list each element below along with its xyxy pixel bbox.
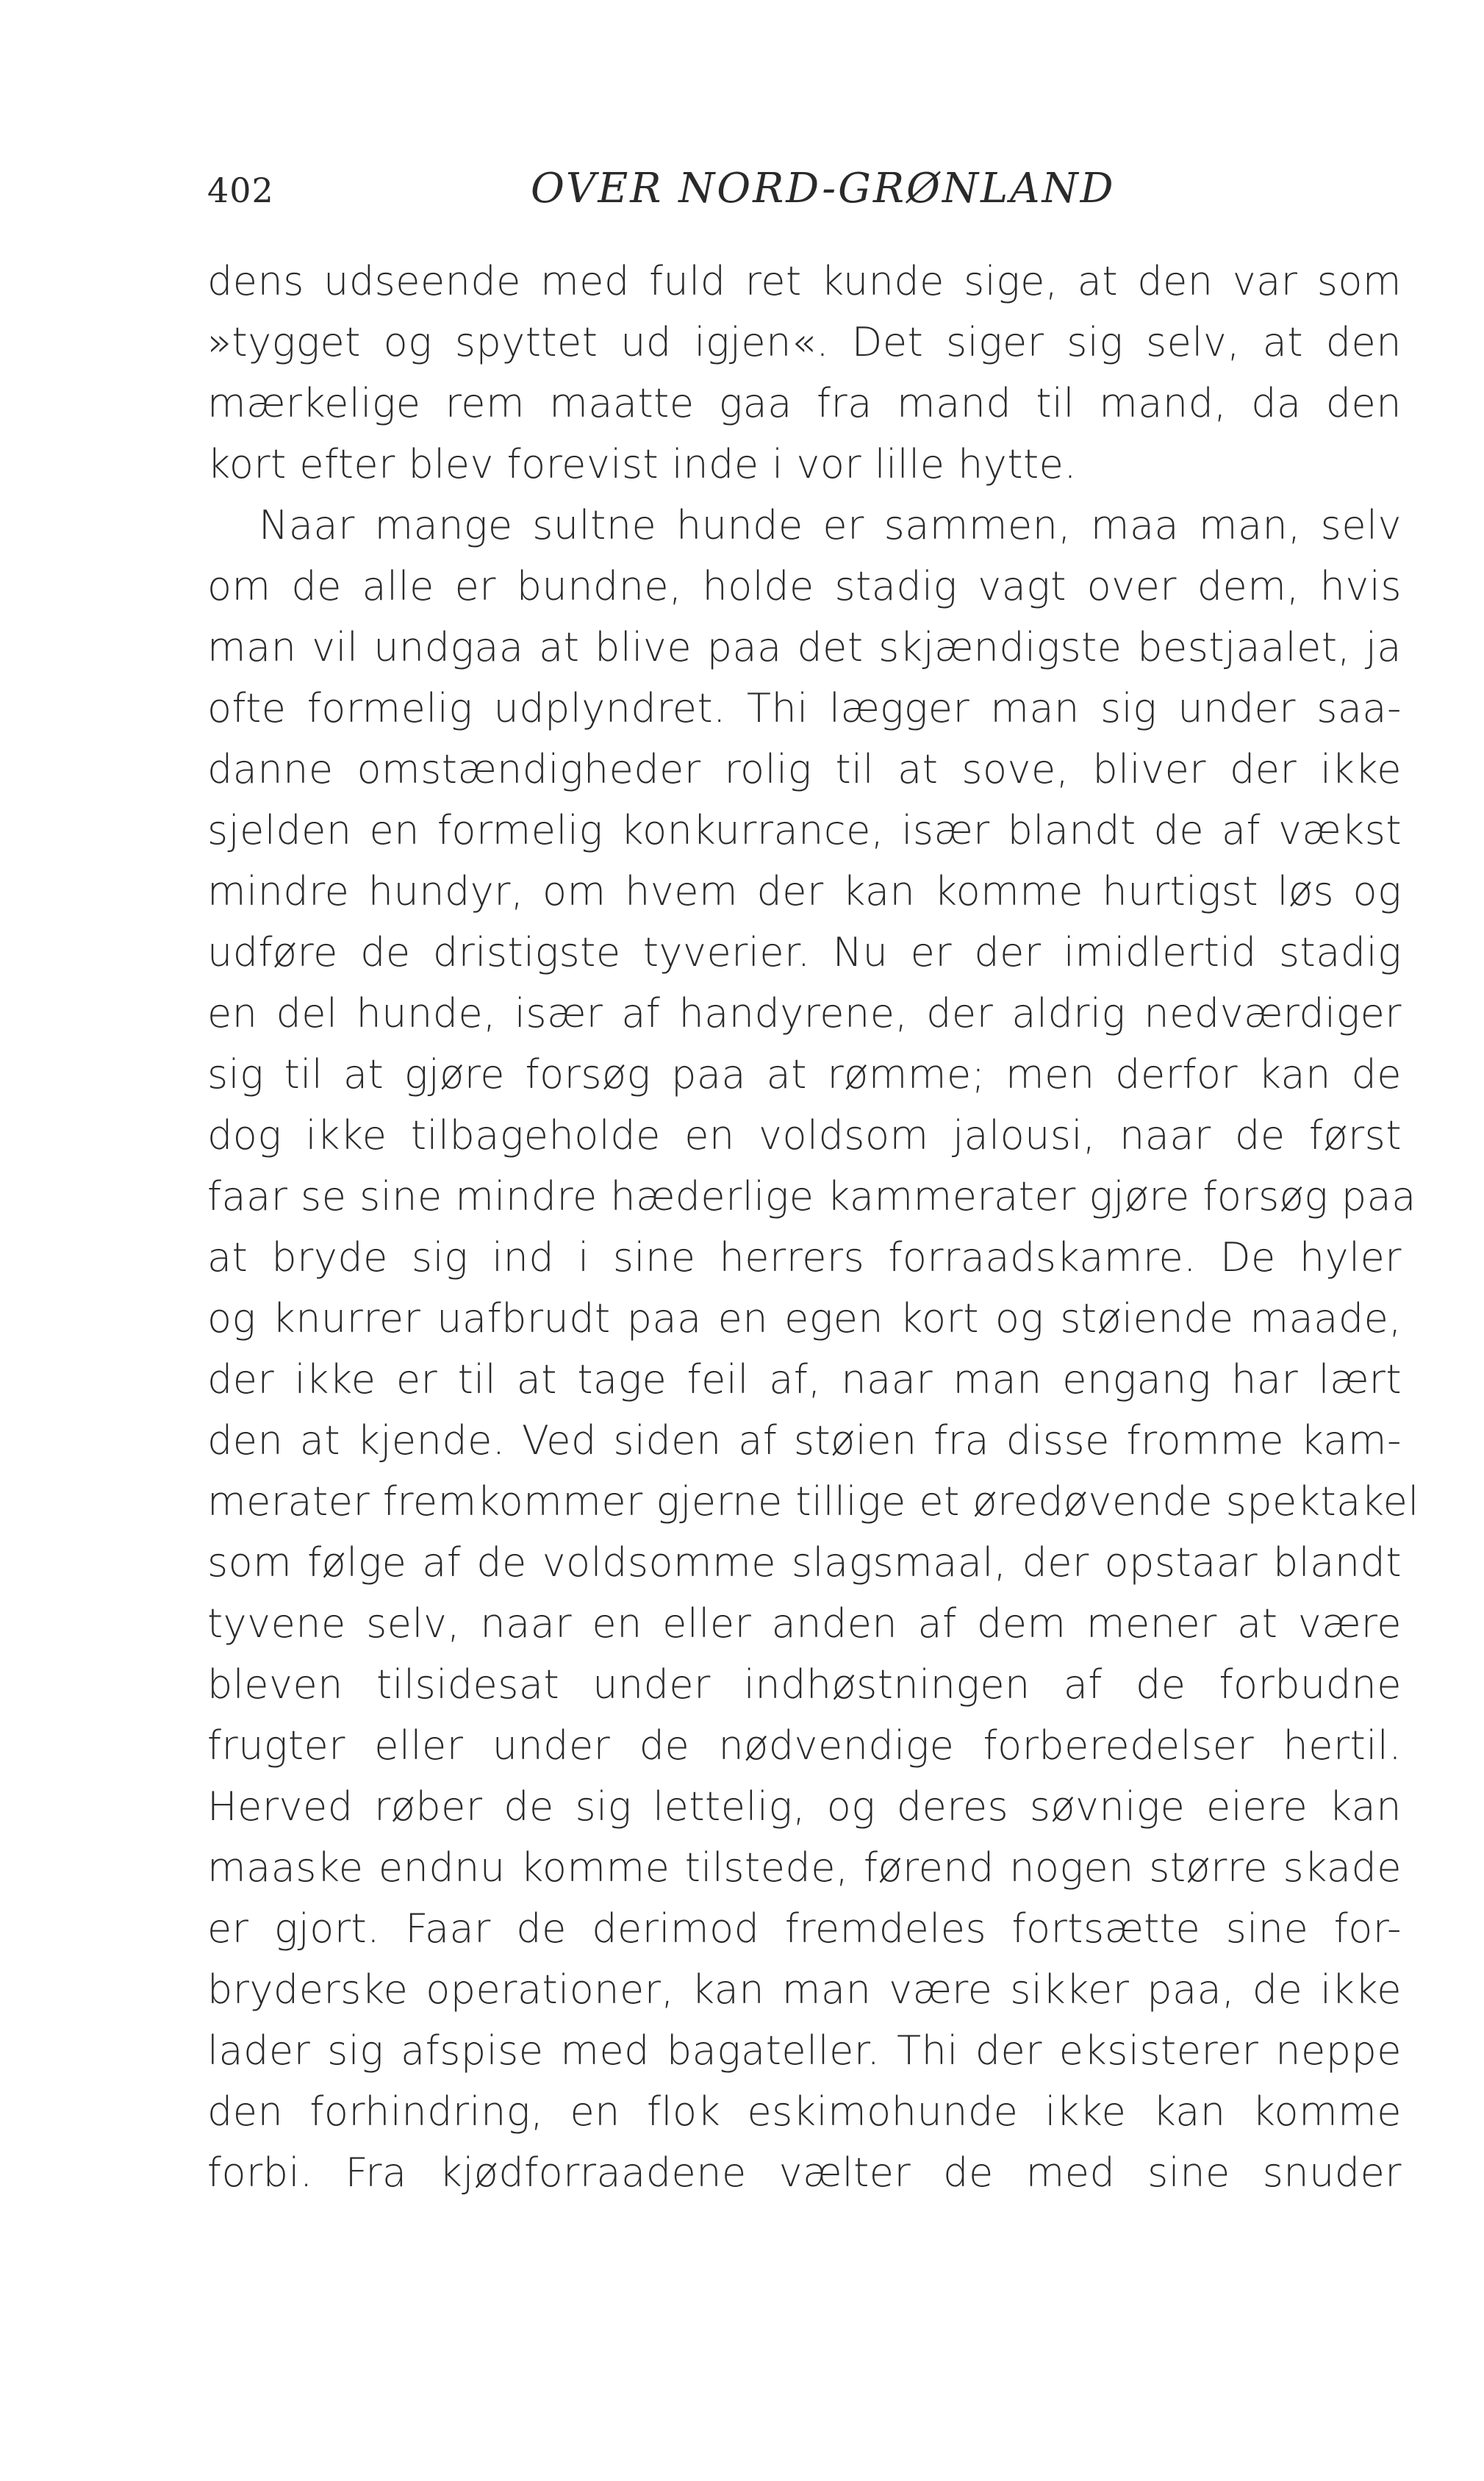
text-line: danne omstændigheder rolig til at sove, bliver der ikke (207, 746, 1402, 792)
text-line: der ikke er til at tage feil af, naar man engang har lært (207, 1356, 1402, 1403)
text-line: merater fremkommer gjerne tillige et øredøvende spektakel (207, 1478, 1419, 1525)
text-line: mindre hundyr, om hvem der kan komme hurtigst løs og (207, 868, 1402, 914)
text-line: bryderske operationer, kan man være sikker paa, de ikke (207, 1966, 1402, 2013)
text-line: og knurrer uafbrudt paa en egen kort og støiende maade, (207, 1295, 1402, 1342)
text-line: forbi. Fra kjødforraadene vælter de med sine snuder (207, 2149, 1402, 2196)
text-line: er gjort. Faar de derimod fremdeles fortsætte sine for- (207, 1905, 1402, 1952)
text-line: mærkelige rem maatte gaa fra mand til mand, da den (207, 380, 1402, 426)
text-line: frugter eller under de nødvendige forberedelser hertil. (207, 1722, 1402, 1769)
text-line: man vil undgaa at blive paa det skjændigste bestjaalet, ja (207, 624, 1402, 670)
text-line: sig til at gjøre forsøg paa at rømme; men derfor kan de (207, 1051, 1402, 1098)
text-line: bleven tilsidesat under indhøstningen af de forbudne (207, 1661, 1402, 1708)
text-line: udføre de dristigste tyverier. Nu er der imidlertid stadig (207, 929, 1402, 975)
text-line: dens udseende med fuld ret kunde sige, at den var som (207, 258, 1402, 304)
text-line: faar se sine mindre hæderlige kammerater gjøre forsøg paa (207, 1173, 1416, 1220)
text-line: »tygget og spyttet ud igjen«. Det siger sig selv, at den (207, 319, 1402, 365)
body-text (207, 251, 1419, 2203)
page-number: 402 (207, 171, 274, 210)
text-line: som følge af de voldsomme slagsmaal, der opstaar blandt (207, 1539, 1402, 1586)
text-line: lader sig afspise med bagateller. Thi der eksisterer neppe (207, 2027, 1402, 2074)
text-line: den forhindring, en flok eskimohunde ikke kan komme (207, 2088, 1402, 2135)
text-line: kort efter blev forevist inde i vor lille hytte. (207, 441, 1078, 487)
text-line: sjelden en formelig konkurrance, især blandt de af vækst (207, 807, 1402, 853)
text-line: om de alle er bundne, holde stadig vagt over dem, hvis (207, 563, 1402, 609)
text-line: ofte formelig udplyndret. Thi lægger man sig under saa- (207, 685, 1402, 731)
text-line: Herved røber de sig lettelig, og deres søvnige eiere kan (207, 1783, 1402, 1830)
text-line: tyvene selv, naar en eller anden af dem mener at være (207, 1600, 1402, 1647)
text-line: dog ikke tilbageholde en voldsom jalousi, naar de først (207, 1112, 1402, 1159)
text-line: at bryde sig ind i sine herrers forraadskamre. De hyler (207, 1234, 1402, 1281)
text-line: maaske endnu komme tilstede, førend nogen større skade (207, 1844, 1402, 1891)
text-line: den at kjende. Ved siden af støien fra disse fromme kam- (207, 1417, 1402, 1464)
text-line: en del hunde, især af handyrene, der aldrig nedværdiger (207, 990, 1402, 1037)
running-title: OVER NORD-GRØNLAND (531, 165, 1116, 212)
text-line: Naar mange sultne hunde er sammen, maa man, selv (259, 502, 1402, 548)
running-head (207, 165, 1402, 222)
